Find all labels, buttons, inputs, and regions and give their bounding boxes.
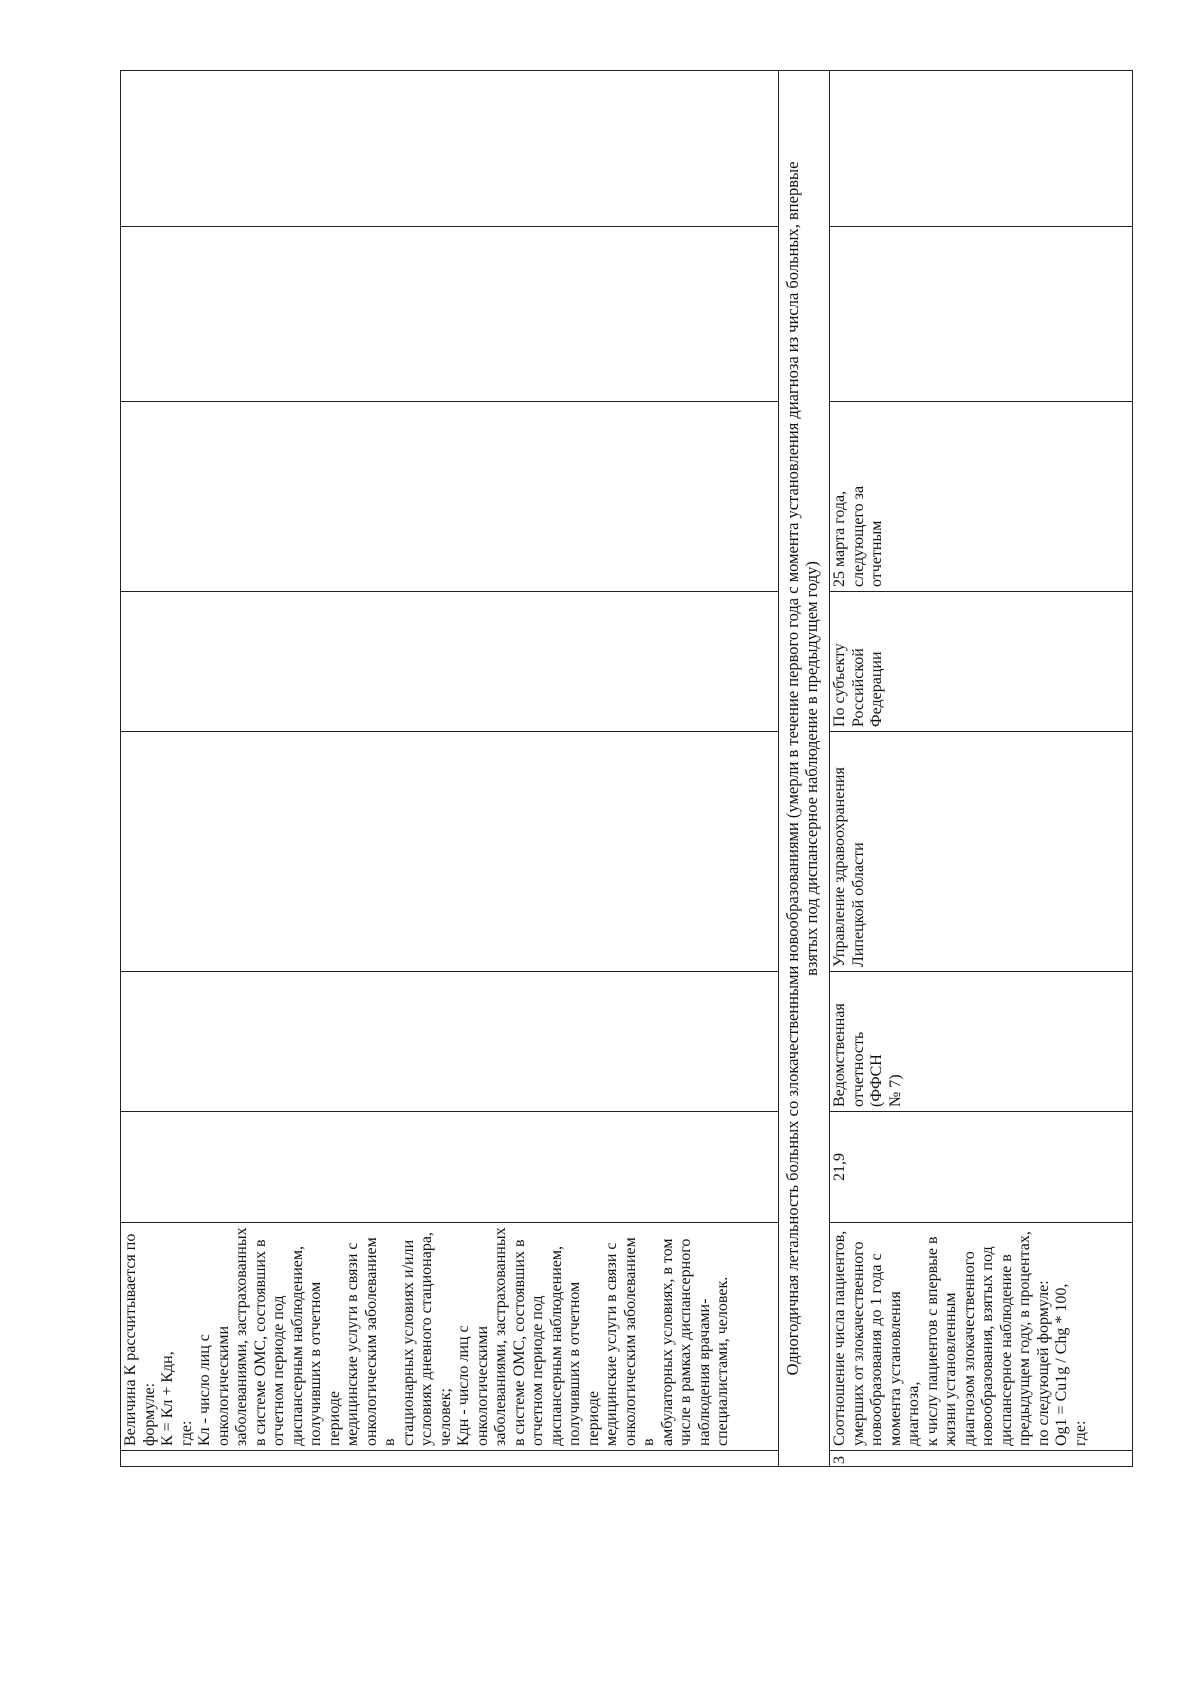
indicator-value: 21,9 [830,1112,1133,1223]
empty-cell [830,71,1133,227]
responsible-body: Управление здравоохранения Липецкой области [830,732,1133,972]
reporting-deadline: 25 марта года, следующего за отчетным [830,402,1133,592]
table-row-indicator-3 [830,71,1133,1467]
section-header-row [779,71,830,1467]
section-title-line-1: Одногодичная летальность больных со злокачественными новообразованиями (умерли в течение первого года с момента установления диагноза из числа больных, впервые [783,161,802,1376]
indicator-name: Соотношение числа пациентов, умерших от злокачественного новообразования до 1 года с момента установления диагноза, к числу пациентов с впервые в жизни установленным диагнозом злокачественного новообразования, взятых под диспансерное наблюдение в предыдущем году, в процентах, по следующей формуле: Og1 = Cu1g / Chg * 100, где: [830,1223,1133,1451]
rotated-table-wrapper [120,71,1128,1467]
section-title [779,71,830,1467]
empty-cell [830,227,1133,402]
empty-cell [121,592,779,732]
empty-cell [121,71,779,227]
empty-cell [121,402,779,592]
indicators-table [120,70,1133,1467]
table-row-k-formula [121,71,779,1467]
data-source: Ведомственная отчетность (ФФСН № 7) [830,972,1133,1112]
row-number-cell [121,1451,779,1467]
k-formula-description: Величина К рассчитывается по формуле: К = Кл + Кдн, где: Кл - число лиц с онкологическими заболеваниями, застрахованных в системе ОМС, состоявших в отчетном периоде под диспансерным наблюдением, получивших в отчетном периоде медицинские услуги в связи с онкологическим заболеванием в стационарных условиях и/или условиях дневного стационара, человек; Кдн - число лиц с онкологическими заболеваниями, застрахованных в системе ОМС, состоявших в отчетном периоде под диспансерным наблюдением, получивших в отчетном периоде медицинские услуги в связи с онкологическим заболеванием в амбулаторных условиях, в том числе в рамках диспансерного наблюдения врачами- специалистами, человек. [121,1223,779,1451]
section-title-line-2: взятых под диспансерное наблюдение в предыдущем году) [802,561,821,976]
empty-cell [121,1112,779,1223]
row-number-cell: 3 [830,1451,1133,1467]
reporting-level: По субъекту Российской Федерации [830,592,1133,732]
empty-cell [121,227,779,402]
empty-cell [121,972,779,1112]
empty-cell [121,732,779,972]
